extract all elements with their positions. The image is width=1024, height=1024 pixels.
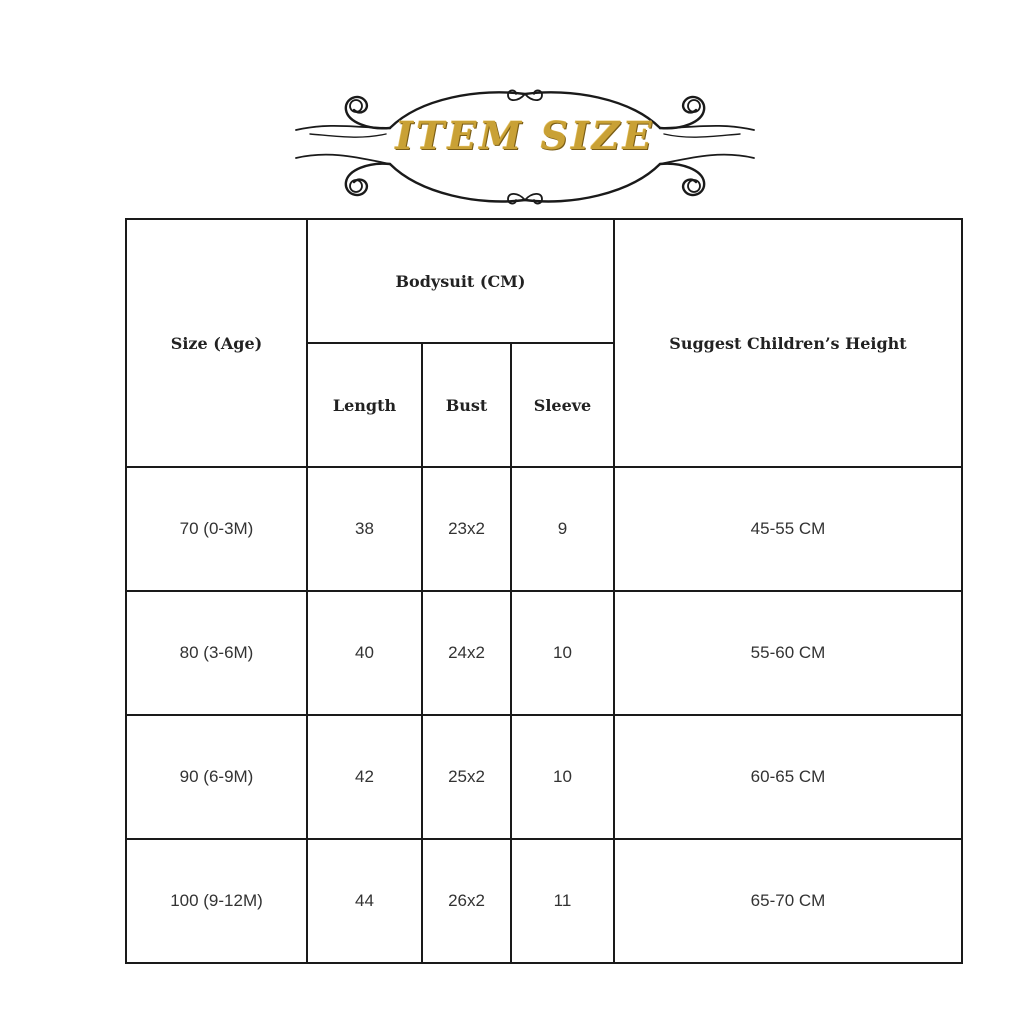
cell-bust: 23x2 [422,467,511,591]
cell-sleeve: 10 [511,715,614,839]
cell-bust: 24x2 [422,591,511,715]
cell-sleeve: 9 [511,467,614,591]
table-row [126,839,962,963]
size-chart-table [125,218,963,964]
table-row [126,467,962,591]
header-bust: Bust [422,343,511,467]
cell-height: 60-65 CM [614,715,962,839]
cell-height: 45-55 CM [614,467,962,591]
table-header-row [126,219,962,343]
page-title: ITEM SIZE [395,113,655,158]
cell-height: 65-70 CM [614,839,962,963]
cell-size: 80 (3-6M) [126,591,307,715]
header-size-age: Size (Age) [126,219,307,467]
cell-bust: 25x2 [422,715,511,839]
cell-length: 38 [307,467,422,591]
cell-bust: 26x2 [422,839,511,963]
cell-length: 40 [307,591,422,715]
cell-size: 70 (0-3M) [126,467,307,591]
cell-size: 90 (6-9M) [126,715,307,839]
header-sleeve: Sleeve [511,343,614,467]
header-bodysuit-group: Bodysuit (CM) [307,219,614,343]
header-length: Length [307,343,422,467]
cell-size: 100 (9-12M) [126,839,307,963]
table-row [126,591,962,715]
title-banner [290,78,760,218]
header-children-height: Suggest Children’s Height [614,219,962,467]
table-row [126,715,962,839]
cell-length: 44 [307,839,422,963]
cell-sleeve: 11 [511,839,614,963]
cell-length: 42 [307,715,422,839]
cell-height: 55-60 CM [614,591,962,715]
cell-sleeve: 10 [511,591,614,715]
